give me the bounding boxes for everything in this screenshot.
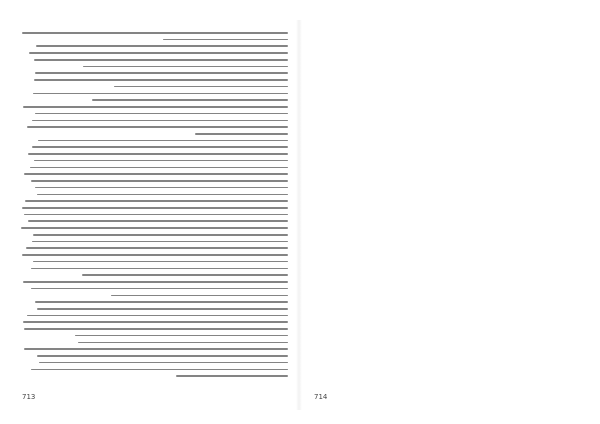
text-line <box>33 93 288 95</box>
text-line <box>23 321 288 323</box>
text-line <box>29 52 288 54</box>
text-line <box>27 315 288 317</box>
text-line <box>92 99 288 101</box>
text-line <box>34 79 289 81</box>
text-line <box>31 369 288 371</box>
text-line <box>25 200 288 202</box>
text-line <box>24 214 288 216</box>
text-line <box>32 146 288 148</box>
text-line <box>34 160 288 162</box>
text-line <box>22 207 288 209</box>
text-line <box>35 187 288 189</box>
text-line <box>22 254 288 256</box>
text-line <box>82 274 288 276</box>
text-line <box>35 113 288 115</box>
text-line <box>28 220 288 222</box>
text-line <box>24 173 288 175</box>
left-page-text-block <box>20 30 288 380</box>
text-line <box>34 59 288 61</box>
right-page <box>300 0 600 424</box>
text-line <box>35 72 288 74</box>
text-line <box>23 281 288 283</box>
text-line <box>37 194 288 196</box>
text-line <box>31 268 288 270</box>
text-line <box>31 288 288 290</box>
text-line <box>78 342 288 344</box>
text-line <box>32 120 288 122</box>
text-line <box>22 32 288 34</box>
text-line <box>33 234 288 236</box>
text-line <box>39 362 288 364</box>
text-line <box>83 66 288 68</box>
text-line <box>28 153 288 155</box>
text-line <box>32 241 288 243</box>
text-line <box>26 247 288 249</box>
text-line <box>35 301 288 303</box>
right-page-number: 714 <box>314 393 328 401</box>
text-line <box>24 328 288 330</box>
text-line <box>38 140 288 142</box>
text-line <box>23 106 288 108</box>
text-line <box>37 355 288 357</box>
text-line <box>176 375 288 377</box>
text-line <box>36 45 288 47</box>
text-line <box>75 335 288 337</box>
text-line <box>195 133 288 135</box>
text-line <box>27 126 288 128</box>
text-line <box>37 308 288 310</box>
text-line <box>21 227 289 229</box>
left-page-number: 713 <box>22 393 36 401</box>
text-line <box>24 348 288 350</box>
text-line <box>30 167 288 169</box>
text-line <box>111 295 288 297</box>
text-line <box>33 261 288 263</box>
text-line <box>31 180 288 182</box>
text-line <box>163 39 288 41</box>
text-line <box>114 86 288 88</box>
